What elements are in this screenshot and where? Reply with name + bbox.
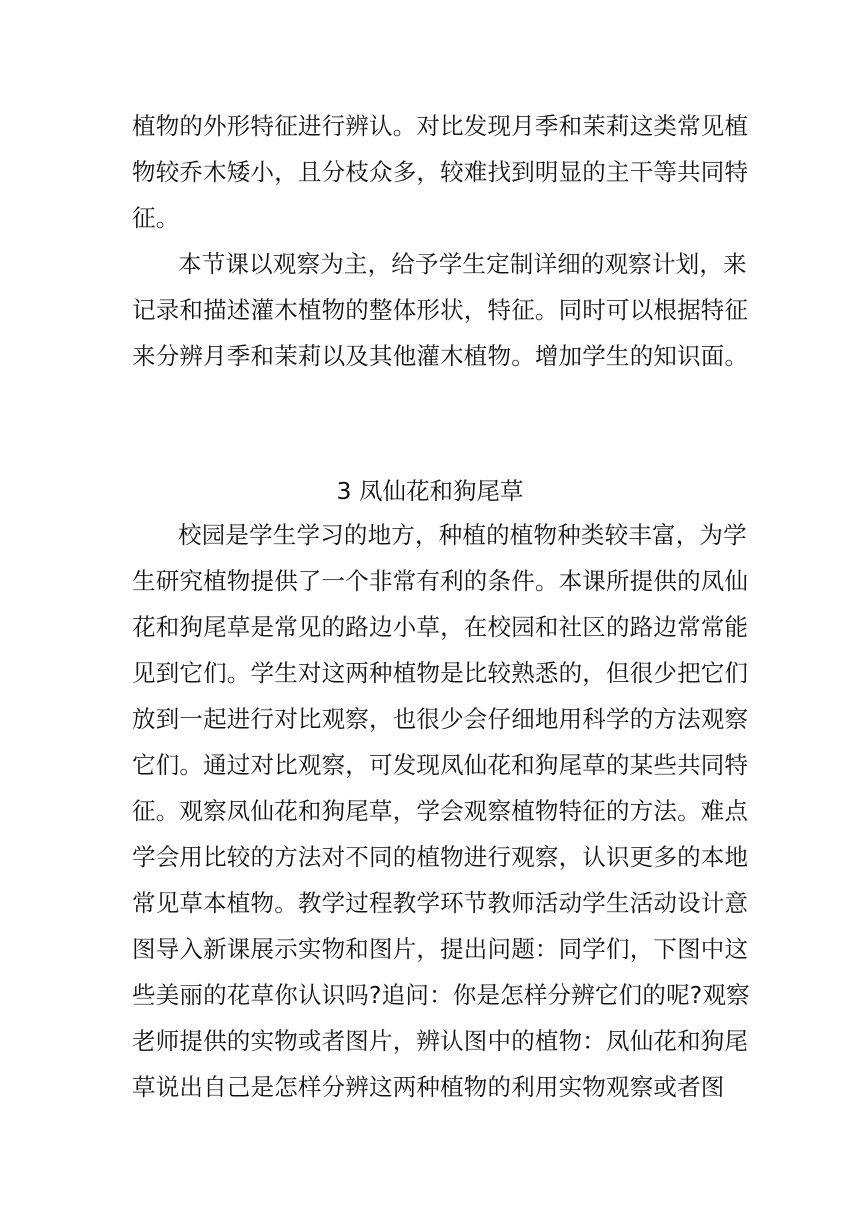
section-heading: 3 凤仙花和狗尾草 bbox=[336, 477, 524, 505]
paragraph-1-line-3: 征。 bbox=[132, 204, 180, 232]
paragraph-2-line-1: 本节课以观察为主，给予学生定制详细的观察计划，来 bbox=[178, 250, 747, 278]
paragraph-3-line-13: 草说出自己是怎样分辨这两种植物的利用实物观察或者图 bbox=[132, 1073, 725, 1101]
paragraph-3-line-4: 见到它们。学生对这两种植物是比较熟悉的，但很少把它们 bbox=[132, 659, 749, 687]
paragraph-3-line-12: 老师提供的实物或者图片，辨认图中的植物：凤仙花和狗尾 bbox=[132, 1027, 749, 1055]
paragraph-3-line-6: 它们。通过对比观察，可发现凤仙花和狗尾草的某些共同特 bbox=[132, 751, 749, 779]
paragraph-3-line-10: 图导入新课展示实物和图片，提出问题：同学们，下图中这 bbox=[132, 935, 749, 963]
paragraph-1-line-1: 植物的外形特征进行辨认。对比发现月季和茉莉这类常见植 bbox=[132, 112, 749, 140]
paragraph-3-line-8: 学会用比较的方法对不同的植物进行观察，认识更多的本地 bbox=[132, 843, 749, 871]
paragraph-3-line-5: 放到一起进行对比观察，也很少会仔细地用科学的方法观察 bbox=[132, 705, 749, 733]
paragraph-2-line-3: 来分辨月季和茉莉以及其他灌木植物。增加学生的知识面。 bbox=[132, 342, 749, 370]
paragraph-3-line-3: 花和狗尾草是常见的路边小草，在校园和社区的路边常常能 bbox=[132, 613, 749, 641]
paragraph-1-line-2: 物较乔木矮小，且分枝众多，较难找到明显的主干等共同特 bbox=[132, 158, 749, 186]
paragraph-3-line-2: 生研究植物提供了一个非常有利的条件。本课所提供的凤仙 bbox=[132, 567, 749, 595]
paragraph-3-line-9: 常见草本植物。教学过程教学环节教师活动学生活动设计意 bbox=[132, 889, 749, 917]
paragraph-3-line-7: 征。观察凤仙花和狗尾草，学会观察植物特征的方法。难点 bbox=[132, 797, 749, 825]
paragraph-3-line-1: 校园是学生学习的地方，种植的植物种类较丰富，为学 bbox=[178, 521, 747, 549]
paragraph-3-line-11: 些美丽的花草你认识吗?追问：你是怎样分辨它们的呢?观察 bbox=[132, 981, 750, 1009]
paragraph-2-line-2: 记录和描述灌木植物的整体形状，特征。同时可以根据特征 bbox=[132, 296, 749, 324]
